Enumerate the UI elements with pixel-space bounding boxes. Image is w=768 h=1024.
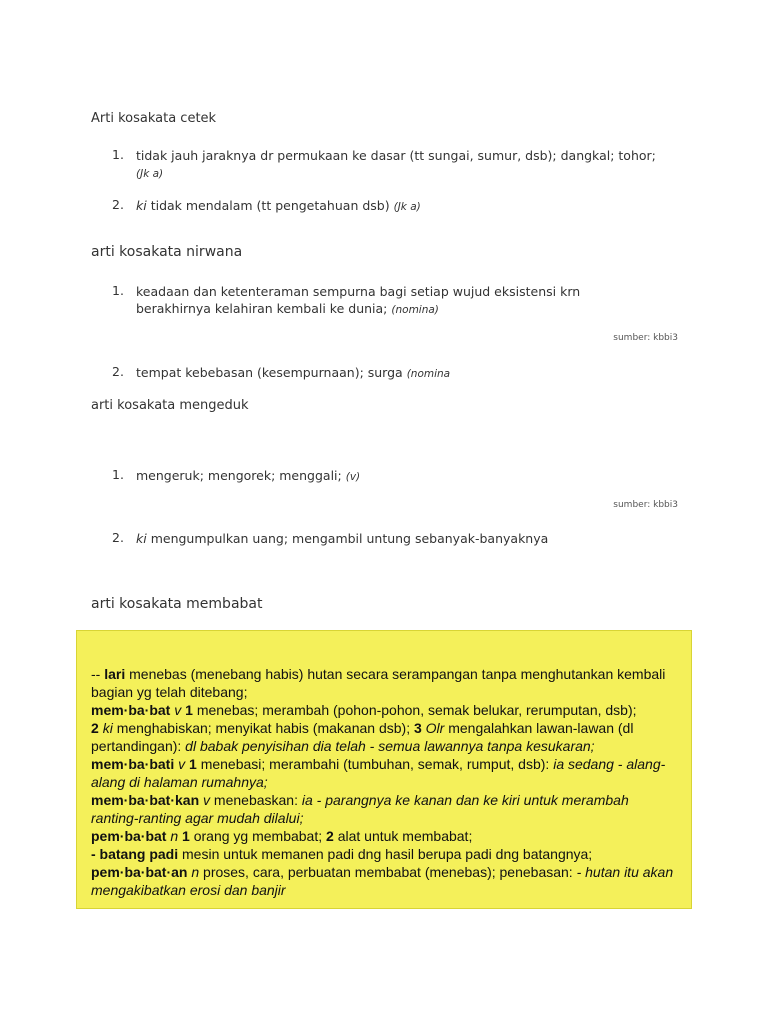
part-of-speech: n bbox=[170, 828, 179, 844]
entry-headword: mem·ba·bat·kan bbox=[91, 792, 200, 808]
word-class-tag: (Jk a) bbox=[393, 201, 421, 213]
entry-example: - hutan itu akan mengakibatkan erosi dan banjir bbox=[91, 864, 674, 898]
entry-text: mengalahkan lawan-lawan (dl pertandingan): bbox=[91, 720, 634, 754]
definition-text: mengeruk; mengorek; menggali; bbox=[136, 468, 342, 483]
definition-text: mengumpulkan uang; mengambil untung sebanyak-banyaknya bbox=[150, 531, 549, 546]
definition-item bbox=[136, 530, 676, 547]
sense-number: 2 bbox=[91, 720, 99, 736]
item-number: 1. bbox=[112, 283, 124, 298]
definition-text: tempat kebebasan (kesempurnaan); surga bbox=[136, 365, 403, 380]
word-class-tag: (nomina) bbox=[391, 304, 439, 316]
entry-example: dl babak penyisihan dia telah - semua lawannya tanpa kesukaran; bbox=[181, 738, 595, 754]
definition-text: keadaan dan ketenteraman sempurna bagi setiap wujud eksistensi krn berakhirnya kelahiran kembali ke dunia; bbox=[136, 284, 581, 316]
source-label: sumber: kbbi3 bbox=[613, 333, 678, 343]
entry-headword: pem·ba·bat bbox=[91, 828, 167, 844]
word-class-tag: (Jk a) bbox=[136, 168, 164, 180]
word-class-tag: (v) bbox=[345, 471, 361, 483]
entry-text: menebaskan: bbox=[210, 792, 298, 808]
heading-mengeduk: arti kosakata mengeduk bbox=[91, 398, 249, 413]
sense-number: 1 bbox=[182, 828, 190, 844]
source-label: sumber: kbbi3 bbox=[613, 500, 678, 510]
entry-text: orang yg membabat; bbox=[189, 828, 323, 844]
sense-number: 3 bbox=[413, 720, 422, 736]
dash-prefix: -- bbox=[91, 666, 105, 682]
ki-label: ki bbox=[136, 531, 147, 546]
definition-item bbox=[136, 197, 676, 216]
item-number: 1. bbox=[112, 147, 124, 162]
ki-label: ki bbox=[102, 720, 113, 736]
entry-text: menebas; merambah (pohon-pohon, semak belukar, rerumputan, dsb); bbox=[192, 702, 637, 718]
entry-headword: lari bbox=[104, 666, 126, 682]
item-number: 2. bbox=[112, 197, 124, 212]
heading-membabat: arti kosakata membabat bbox=[91, 596, 263, 612]
definition-item bbox=[136, 364, 676, 383]
definition-text: tidak mendalam (tt pengetahuan dsb) bbox=[150, 198, 390, 213]
entry-text: mesin untuk memanen padi dng hasil berupa padi dng batangnya; bbox=[178, 846, 593, 862]
item-number: 2. bbox=[112, 530, 124, 545]
item-number: 1. bbox=[112, 467, 124, 482]
entry-text: alat untuk membabat; bbox=[333, 828, 473, 844]
definition-item bbox=[136, 467, 676, 486]
entry-example: ia - parangnya ke kanan dan ke kiri untuk merambah ranting-ranting agar mudah dilalui; bbox=[91, 792, 629, 826]
entry-text: menebasi; merambahi (tumbuhan, semak, rumput, dsb): bbox=[196, 756, 550, 772]
definition-item bbox=[136, 283, 616, 319]
entry-headword: pem·ba·bat·an bbox=[91, 864, 188, 880]
sense-number: 1 bbox=[189, 756, 197, 772]
part-of-speech: v bbox=[178, 756, 186, 772]
entry-headword: - batang padi bbox=[91, 846, 179, 862]
heading-cetek: Arti kosakata cetek bbox=[91, 111, 217, 126]
definition-text: tidak jauh jaraknya dr permukaan ke dasar (tt sungai, sumur, dsb); dangkal; tohor; bbox=[136, 148, 656, 163]
sense-number: 2 bbox=[326, 828, 334, 844]
entry-text: menghabiskan; menyikat habis (makanan dsb); bbox=[112, 720, 411, 736]
item-number: 2. bbox=[112, 364, 124, 379]
entry-headword: mem·ba·bati bbox=[91, 756, 175, 772]
part-of-speech: v bbox=[203, 792, 211, 808]
entry-headword: mem·ba·bat bbox=[91, 702, 171, 718]
sense-number: 1 bbox=[185, 702, 193, 718]
definition-item bbox=[136, 147, 656, 183]
part-of-speech: n bbox=[191, 864, 200, 880]
part-of-speech: v bbox=[174, 702, 182, 718]
entry-text: menebas (menebang habis) hutan secara serampangan tanpa menghutankan kembali bagian yg telah ditebang; bbox=[91, 666, 666, 700]
dictionary-entry-box bbox=[76, 630, 692, 909]
heading-nirwana: arti kosakata nirwana bbox=[91, 244, 243, 260]
entry-text: proses, cara, perbuatan membabat (menebas); penebasan: bbox=[199, 864, 573, 880]
word-class-tag: (nomina bbox=[406, 368, 451, 380]
ki-label: ki bbox=[136, 198, 147, 213]
olr-label: Olr bbox=[425, 720, 445, 736]
entry-example: ia sedang - alang-alang di halaman rumahnya; bbox=[91, 756, 666, 790]
